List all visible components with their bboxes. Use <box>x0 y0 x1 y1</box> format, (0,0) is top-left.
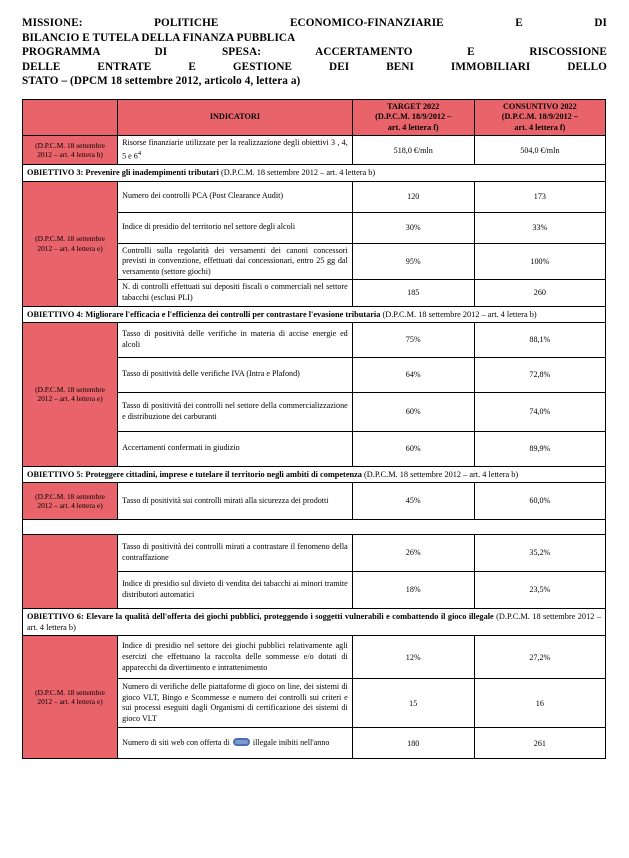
header-target-line2: (D.P.C.M. 18/9/2012 – <box>375 112 452 122</box>
header-target-line3: art. 4 lettera f) <box>387 122 439 132</box>
objective-row-3 <box>23 165 606 181</box>
consuntivo-value: 35,2% <box>474 534 605 571</box>
objective-cell <box>23 608 606 635</box>
table-row <box>23 322 606 357</box>
title-line-3: PROGRAMMA DI SPESA: ACCERTAMENTO E RISCOSSIONE <box>22 46 607 59</box>
target-value: 15 <box>352 679 474 728</box>
consuntivo-value: 504,0 €/mln <box>474 136 605 165</box>
spacer-cell <box>23 519 606 534</box>
objective-ref: (D.P.C.M. 18 settembre 2012 – art. 4 lettera b) <box>380 309 537 319</box>
indicator-cell: N. di controlli effettuati sui depositi fiscali o commerciali nel settore tabacchi (esclusi PLI) <box>118 280 353 306</box>
target-value: 60% <box>352 392 474 431</box>
table-header-row <box>23 99 606 136</box>
target-value: 75% <box>352 322 474 357</box>
dpcm-label: (D.P.C.M. 18 settembre 2012 – art. 4 lettera e) <box>23 636 118 759</box>
indicator-cell: Accertamenti confermati in giudizio <box>118 431 353 466</box>
target-value: 180 <box>352 728 474 759</box>
header-consuntivo-line2: (D.P.C.M. 18/9/2012 – <box>501 112 578 122</box>
indicators-table <box>22 99 606 759</box>
objective-title: OBIETTIVO 5: Proteggere cittadini, imprese e tutelare il territorio negli ambiti di competenza <box>27 469 362 479</box>
consuntivo-value: 60,0% <box>474 482 605 519</box>
objective-ref: (D.P.C.M. 18 settembre 2012 – art. 4 lettera b) <box>27 611 601 633</box>
target-value: 45% <box>352 482 474 519</box>
indicator-cell: Indice di presidio nel settore dei giochi pubblici relativamente agli esercizi che effettuano la raccolta delle sommesse e/o dotati di apparecchi da divertimento e intrattenimento <box>118 636 353 679</box>
indicator-cell: Tasso di positività dei controlli mirati a contrastare il fenomeno della contraffazione <box>118 534 353 571</box>
indicator-cell: Tasso di positività dei controlli nel settore della commercializzazione e distribuzione dei carburanti <box>118 392 353 431</box>
consuntivo-value: 72,8% <box>474 357 605 392</box>
target-value: 95% <box>352 243 474 280</box>
objective-ref: (D.P.C.M. 18 settembre 2012 – art. 4 lettera b) <box>361 469 519 479</box>
header-target-line1: TARGET 2022 <box>387 101 440 111</box>
target-value: 30% <box>352 212 474 243</box>
gioco-logo-icon <box>233 738 250 746</box>
target-value: 64% <box>352 357 474 392</box>
footnote-marker: 4 <box>137 150 142 158</box>
objective-cell <box>23 466 606 482</box>
indicator-text: Risorse finanziarie utilizzate per la realizzazione degli obiettivi 3 , 4, 5 e 6 <box>122 138 348 161</box>
consuntivo-value: 88,1% <box>474 322 605 357</box>
objective-cell <box>23 165 606 181</box>
target-value: 185 <box>352 280 474 306</box>
consuntivo-value: 261 <box>474 728 605 759</box>
consuntivo-value: 100% <box>474 243 605 280</box>
dpcm-label-blank <box>23 534 118 608</box>
dpcm-label: (D.P.C.M. 18 settembre 2012 – art. 4 lettera b) <box>23 136 118 165</box>
indicator-cell: Tasso di positività delle verifiche IVA (Intra e Plafond) <box>118 357 353 392</box>
indicator-cell: Indice di presidio del territorio nel settore degli alcoli <box>118 212 353 243</box>
indicator-cell: Numero di verifiche delle piattaforme di gioco on line, dei sistemi di gioco VLT, Bingo e Scommesse e numero dei controlli sui criteri e sui processi eseguiti dagli Organismi di certificazione dei sistemi di gioco VLT <box>118 679 353 728</box>
objective-row-4 <box>23 306 606 322</box>
objective-title: OBIETTIVO 6: Elevare la qualità dell'offerta dei giochi pubblici, proteggendo i soggetti vulnerabili e combattendo il gioco illegale <box>27 611 494 621</box>
objective-row-5 <box>23 466 606 482</box>
indicator-cell <box>118 136 353 165</box>
page-title <box>22 16 607 89</box>
objective-cell <box>23 306 606 322</box>
header-consuntivo <box>474 99 605 136</box>
target-value: 26% <box>352 534 474 571</box>
indicator-cell: Tasso di positività delle verifiche in materia di accise energie ed alcoli <box>118 322 353 357</box>
table-row <box>23 636 606 679</box>
dpcm-label: (D.P.C.M. 18 settembre 2012 – art. 4 lettera e) <box>23 181 118 306</box>
consuntivo-value: 260 <box>474 280 605 306</box>
header-blank <box>23 99 118 136</box>
header-consuntivo-line3: art. 4 lettera f) <box>514 122 566 132</box>
indicator-text-post: illegale inibiti nell'anno <box>250 738 330 748</box>
consuntivo-value: 89,9% <box>474 431 605 466</box>
indicator-cell <box>118 728 353 759</box>
title-line-5: STATO – (DPCM 18 settembre 2012, articolo 4, lettera a) <box>22 75 301 88</box>
target-value: 18% <box>352 571 474 608</box>
consuntivo-value: 16 <box>474 679 605 728</box>
objective-title: OBIETTIVO 4: Migliorare l'efficacia e l'efficienza dei controlli per contrastare l'evasione tributaria <box>27 309 381 319</box>
header-indicatori: INDICATORI <box>118 99 353 136</box>
table-row <box>23 534 606 571</box>
target-value: 120 <box>352 181 474 212</box>
header-consuntivo-line1: CONSUNTIVO 2022 <box>502 101 577 111</box>
title-line-2: BILANCIO E TUTELA DELLA FINANZA PUBBLICA <box>22 31 296 44</box>
consuntivo-value: 23,5% <box>474 571 605 608</box>
target-value: 518,0 €/mln <box>352 136 474 165</box>
consuntivo-value: 33% <box>474 212 605 243</box>
consuntivo-value: 27,2% <box>474 636 605 679</box>
objective-row-6 <box>23 608 606 635</box>
table-row <box>23 482 606 519</box>
header-target <box>352 99 474 136</box>
indicator-cell: Numero dei controlli PCA (Post Clearance Audit) <box>118 181 353 212</box>
title-line-4: DELLE ENTRATE E GESTIONE DEI BENI IMMOBILIARI DELLO <box>22 60 607 73</box>
consuntivo-value: 173 <box>474 181 605 212</box>
table-row <box>23 181 606 212</box>
target-value: 12% <box>352 636 474 679</box>
table-spacer <box>23 519 606 534</box>
objective-ref: (D.P.C.M. 18 settembre 2012 – art. 4 lettera b) <box>218 168 376 178</box>
indicator-text-pre: Numero di siti web con offerta di <box>122 738 232 748</box>
indicator-cell: Controlli sulla regolarità dei versamenti dei canoni concessori previsti in convenzione, effettuati dai concessionari, entro 25 gg dal versamento (settore giochi) <box>118 243 353 280</box>
indicator-cell: Tasso di positività sui controlli mirati alla sicurezza dei prodotti <box>118 482 353 519</box>
target-value: 60% <box>352 431 474 466</box>
consuntivo-value: 74,0% <box>474 392 605 431</box>
table-row <box>23 136 606 165</box>
title-line-1: MISSIONE: POLITICHE ECONOMICO-FINANZIARIE E DI <box>22 17 607 29</box>
dpcm-label: (D.P.C.M. 18 settembre 2012 – art. 4 lettera e) <box>23 482 118 519</box>
objective-title: OBIETTIVO 3: Prevenire gli inadempimenti tributari <box>27 168 219 178</box>
indicator-cell: Indice di presidio sul divieto di vendita dei tabacchi ai minori tramite distributori automatici <box>118 571 353 608</box>
dpcm-label: (D.P.C.M. 18 settembre 2012 – art. 4 lettera e) <box>23 322 118 466</box>
